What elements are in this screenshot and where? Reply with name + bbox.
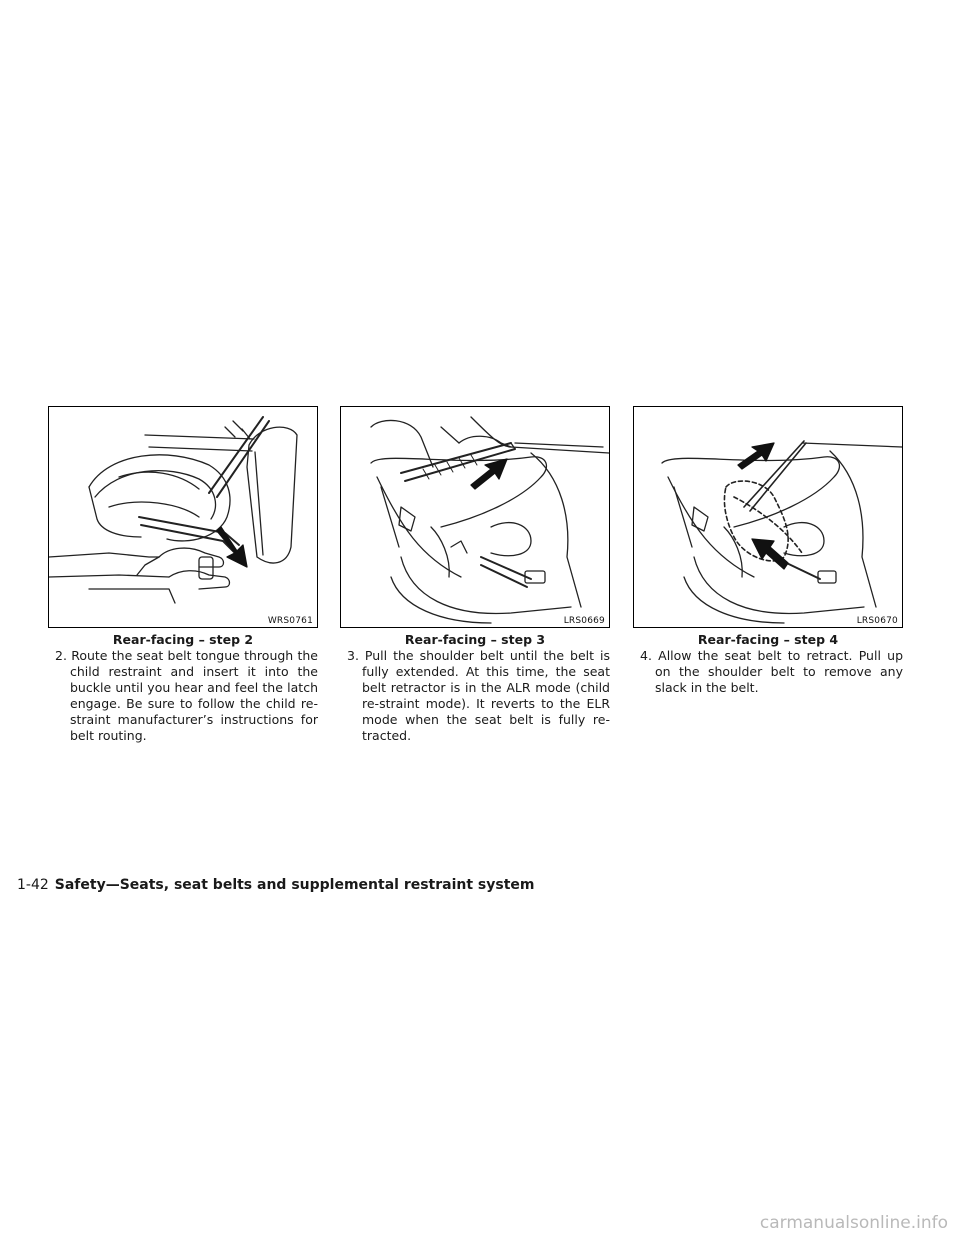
illustration-step-3: [340, 406, 610, 628]
column-step-3: [340, 406, 610, 744]
watermark: carmanualsonline.info: [759, 1213, 948, 1233]
step-3-text: 3. Pull the shoulder belt until the belt is fully extended. At this time, the seat belt retractor is in the ALR mode (child re-straint mode). It reverts to the ELR mode when the seat belt is fully re-tracted.: [347, 648, 610, 743]
figure-code: LRS0669: [563, 616, 605, 626]
figure-code: WRS0761: [267, 616, 313, 626]
page-number: 1-42: [17, 877, 49, 893]
figure-caption: Rear-facing – step 3: [404, 632, 546, 647]
column-step-4: [633, 406, 903, 696]
figure-caption: Rear-facing – step 4: [697, 632, 839, 647]
figure-caption: Rear-facing – step 2: [112, 632, 254, 647]
child-seat-illustration-step-4: [634, 407, 902, 627]
section-title: Safety—Seats, seat belts and supplemental restraint system: [54, 877, 535, 893]
figure-code: LRS0670: [856, 616, 898, 626]
column-step-2: [48, 406, 318, 744]
child-seat-illustration-step-2: [49, 407, 317, 627]
illustration-step-4: [633, 406, 903, 628]
child-seat-illustration-step-3: [341, 407, 609, 627]
illustration-step-2: [48, 406, 318, 628]
page-footer: [17, 877, 535, 893]
step-4-text: 4. Allow the seat belt to retract. Pull up on the shoulder belt to remove any slack in the belt.: [640, 648, 903, 695]
step-2-text: 2. Route the seat belt tongue through the child restraint and insert it into the buckle until you hear and feel the latch engage. Be sure to follow the child re-straint manufacturer’s instructions for belt routing.: [55, 648, 318, 743]
